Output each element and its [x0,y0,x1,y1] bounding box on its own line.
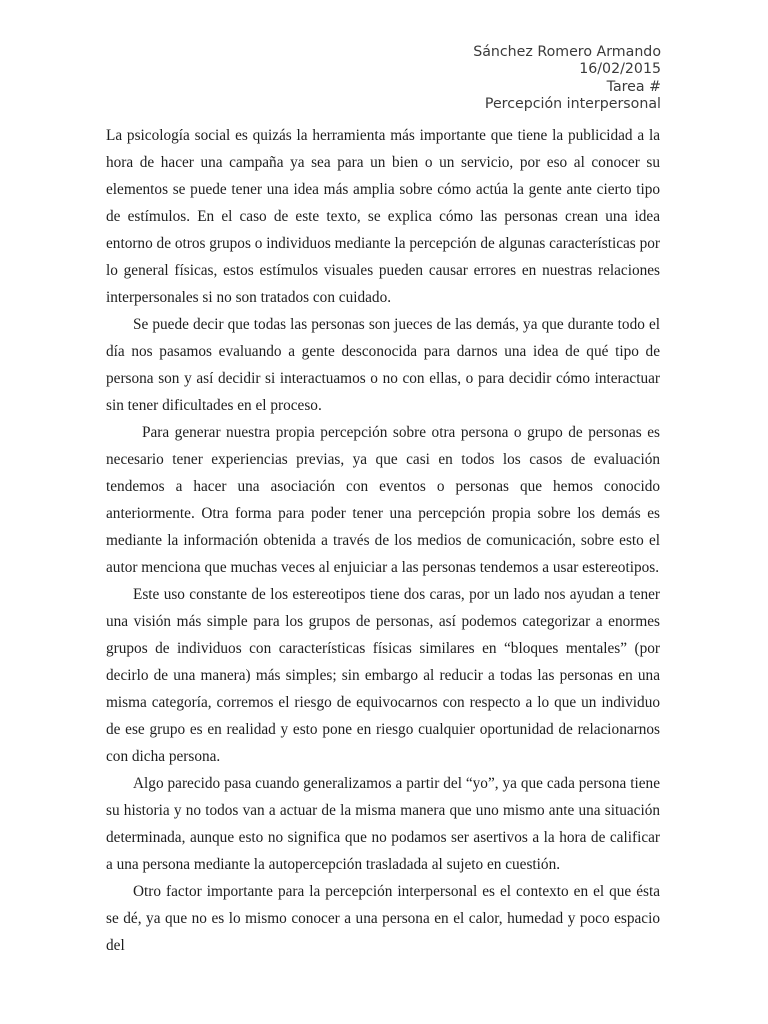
paragraph-3: Para generar nuestra propia percepción sobre otra persona o grupo de personas es necesario tener experiencias previas, ya que casi en todos los casos de evaluación tendemos a hacer una asociación con eventos o personas que hemos conocido anteriormente. Otra forma para poder tener una percepción propia sobre los demás es mediante la información obtenida a través de los medios de comunicación, sobre esto el autor menciona que muchas veces al enjuiciar a las personas tendemos a usar estereotipos. [106,424,660,576]
paragraph-5: Algo parecido pasa cuando generalizamos a partir del “yo”, ya que cada persona tiene su historia y no todos van a actuar de la misma manera que uno mismo ante una situación determinada, aunque esto no significa que no podamos ser asertivos a la hora de calificar a una persona mediante la autopercepción trasladada al sujeto en cuestión. [106,775,660,873]
document-header [473,44,661,114]
document-body [106,122,660,959]
task-label: Tarea # [606,78,661,95]
document-date: 16/02/2015 [579,61,661,78]
document-topic: Percepción interpersonal [484,96,661,113]
paragraph-6: Otro factor importante para la percepción interpersonal es el contexto en el que ésta se dé, ya que no es lo mismo conocer a una persona en el calor, humedad y poco espacio del [106,883,660,954]
paragraph-2: Se puede decir que todas las personas son jueces de las demás, ya que durante todo el día nos pasamos evaluando a gente desconocida para darnos una idea de qué tipo de persona son y así decidir si interactuamos o no con ellas, o para decidir cómo interactuar sin tener dificultades en el proceso. [106,316,660,414]
paragraph-1: La psicología social es quizás la herramienta más importante que tiene la publicidad a la hora de hacer una campaña ya sea para un bien o un servicio, por eso al conocer su elementos se puede tener una idea más amplia sobre cómo actúa la gente ante cierto tipo de estímulos. En el caso de este texto, se explica cómo las personas crean una idea entorno de otros grupos o individuos mediante la percepción de algunas características por lo general físicas, estos estímulos visuales pueden causar errores en nuestras relaciones interpersonales si no son tratados con cuidado. [106,127,660,306]
author-name: Sánchez Romero Armando [473,44,661,60]
paragraph-4: Este uso constante de los estereotipos tiene dos caras, por un lado nos ayudan a tener una visión más simple para los grupos de personas, así podemos categorizar a enormes grupos de individuos con características físicas similares en “bloques mentales” (por decirlo de una manera) más simples; sin embargo al reducir a todas las personas en una misma categoría, corremos el riesgo de equivocarnos con respecto a lo que un individuo de ese grupo es en realidad y esto pone en riesgo cualquier oportunidad de relacionarnos con dicha persona. [106,586,660,765]
